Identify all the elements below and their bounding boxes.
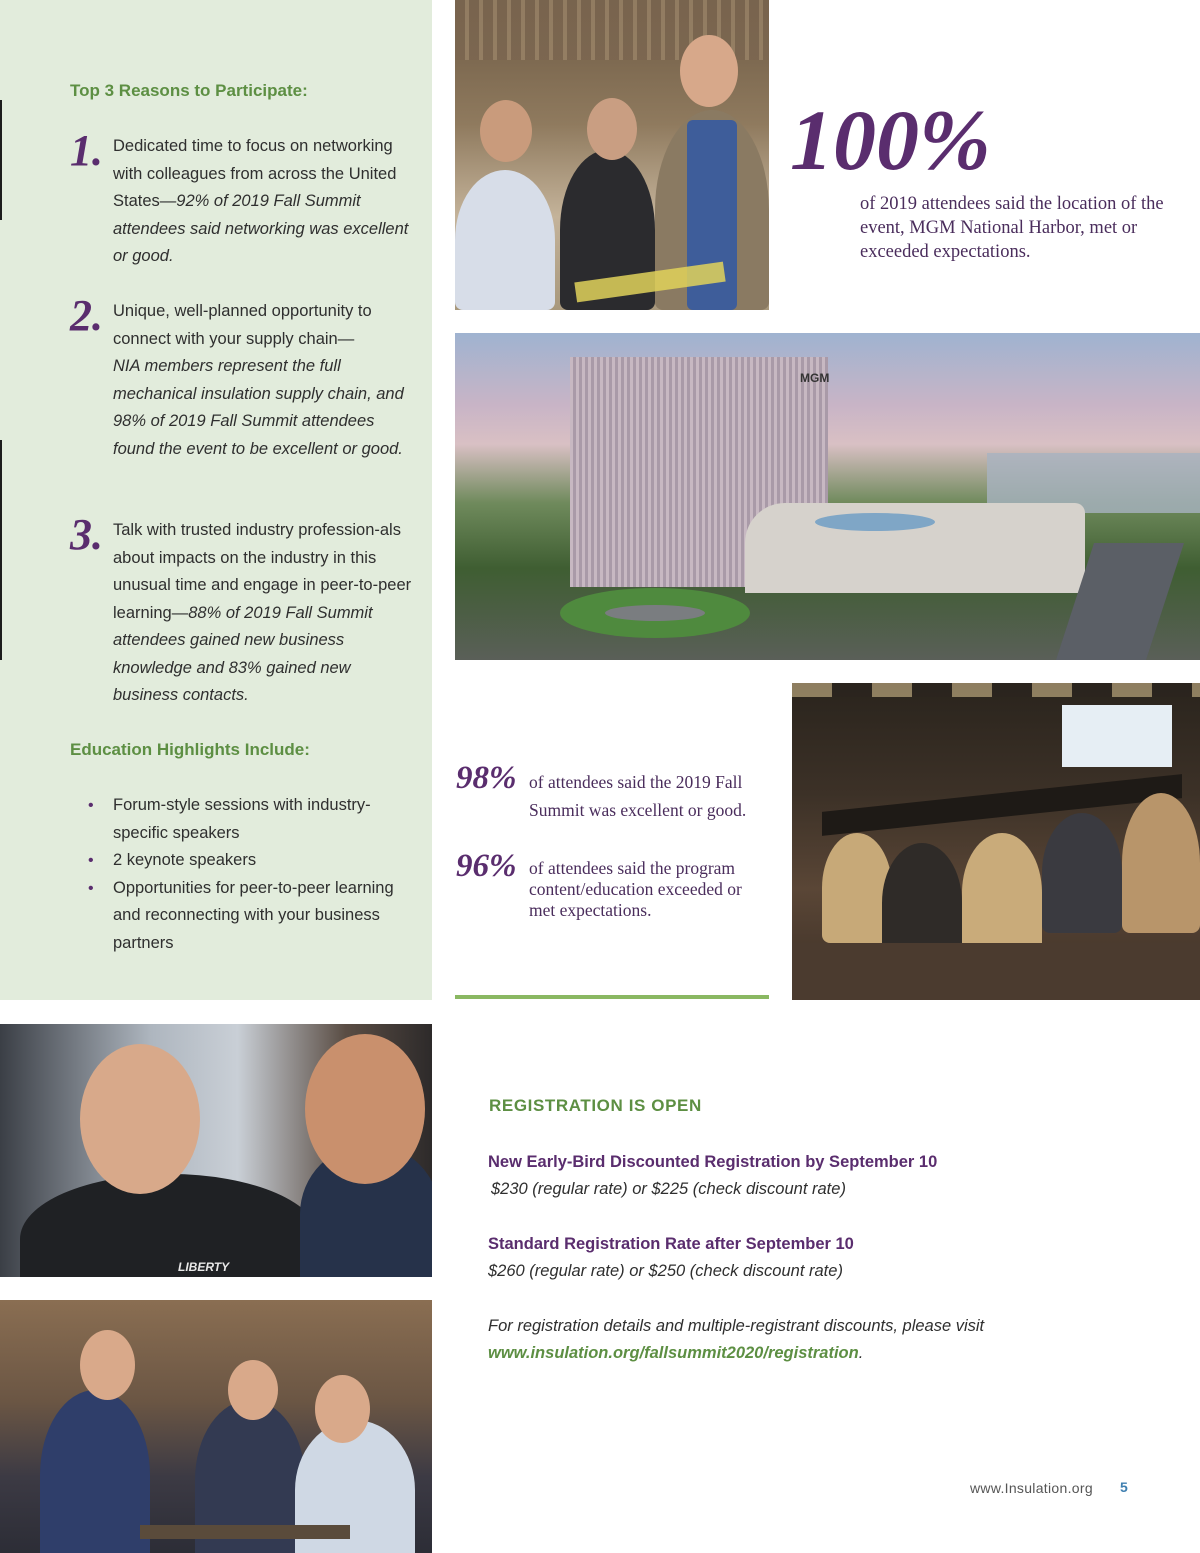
- education-session-photo: [792, 683, 1200, 1000]
- page-edge-mark: [0, 440, 2, 660]
- education-heading: Education Highlights Include:: [70, 740, 310, 759]
- mgm-national-harbor-photo: [455, 333, 1200, 660]
- page-number: 5: [1120, 1479, 1128, 1495]
- reason-number: 3.: [70, 510, 103, 559]
- registration-details-text: For registration details and multiple-registrant discounts, please visit: [488, 1317, 985, 1335]
- stat-program-text: of attendees said the program content/education exceeded or met expectations.: [529, 858, 742, 920]
- registration-link[interactable]: www.insulation.org/fallsummit2020/registration: [488, 1344, 859, 1362]
- bullet-icon: •: [88, 879, 94, 897]
- reason-number: 2.: [70, 291, 103, 340]
- smiling-attendees-photo: [0, 1024, 432, 1277]
- early-bird-rate: $230 (regular rate) or $225 (check discount rate): [491, 1180, 846, 1198]
- reason-item: [70, 291, 420, 498]
- divider: [455, 995, 769, 999]
- reason-text: Unique, well-planned opportunity to connect with your supply chain— NIA members represent the full mechanical insulation supply chain, and 98% of 2019 Fall Summit attendees found the event to be excellent or good.: [113, 302, 404, 458]
- page-edge-mark: [0, 100, 2, 220]
- standard-rate: $260 (regular rate) or $250 (check discount rate): [488, 1262, 843, 1280]
- attendees-photo: [455, 0, 769, 310]
- footer-url: www.Insulation.org: [970, 1480, 1093, 1496]
- mgm-sign: MGM: [800, 371, 830, 385]
- stat-program-value: 96%: [456, 848, 517, 884]
- standard-heading: Standard Registration Rate after September 10: [488, 1235, 854, 1253]
- bullet-icon: •: [88, 852, 94, 869]
- reasons-heading: Top 3 Reasons to Participate:: [70, 81, 308, 100]
- stat-summit-text: of attendees said the 2019 Fall Summit was excellent or good.: [529, 772, 747, 820]
- badge-logo: LIBERTY: [178, 1260, 230, 1274]
- stat-summit-value: 98%: [456, 760, 517, 796]
- reason-number: 1.: [70, 126, 103, 175]
- reason-text: Talk with trusted industry profession-als about impacts on the industry in this unusual time and engage in peer-to-peer learning—88% of 2019 Fall Summit attendees gained new business knowledge and 83% gained new business contacts.: [113, 521, 412, 704]
- registration-details-line: www.insulation.org/fallsummit2020/registration.: [488, 1344, 864, 1362]
- list-item: • 2 keynote speakers: [88, 847, 418, 875]
- list-item: • Opportunities for peer-to-peer learning and reconnecting with your business partners: [88, 875, 418, 958]
- networking-reception-photo: [0, 1300, 432, 1553]
- education-list: [88, 792, 418, 957]
- list-item: • Forum-style sessions with industry-specific speakers: [88, 792, 418, 847]
- reason-item: [70, 510, 420, 717]
- reason-item: [70, 126, 420, 273]
- registration-title: REGISTRATION IS OPEN: [489, 1096, 702, 1115]
- stat-location-value: 100%: [790, 92, 991, 188]
- stat-location-text: of 2019 attendees said the location of the event, MGM National Harbor, met or exceeded expectations.: [860, 194, 1164, 262]
- bullet-icon: •: [88, 797, 94, 814]
- reason-text: Dedicated time to focus on networking with colleagues from across the United States—92% of 2019 Fall Summit attendees said networking was excellent or good.: [113, 137, 409, 265]
- early-bird-heading: New Early-Bird Discounted Registration by September 10: [488, 1153, 938, 1171]
